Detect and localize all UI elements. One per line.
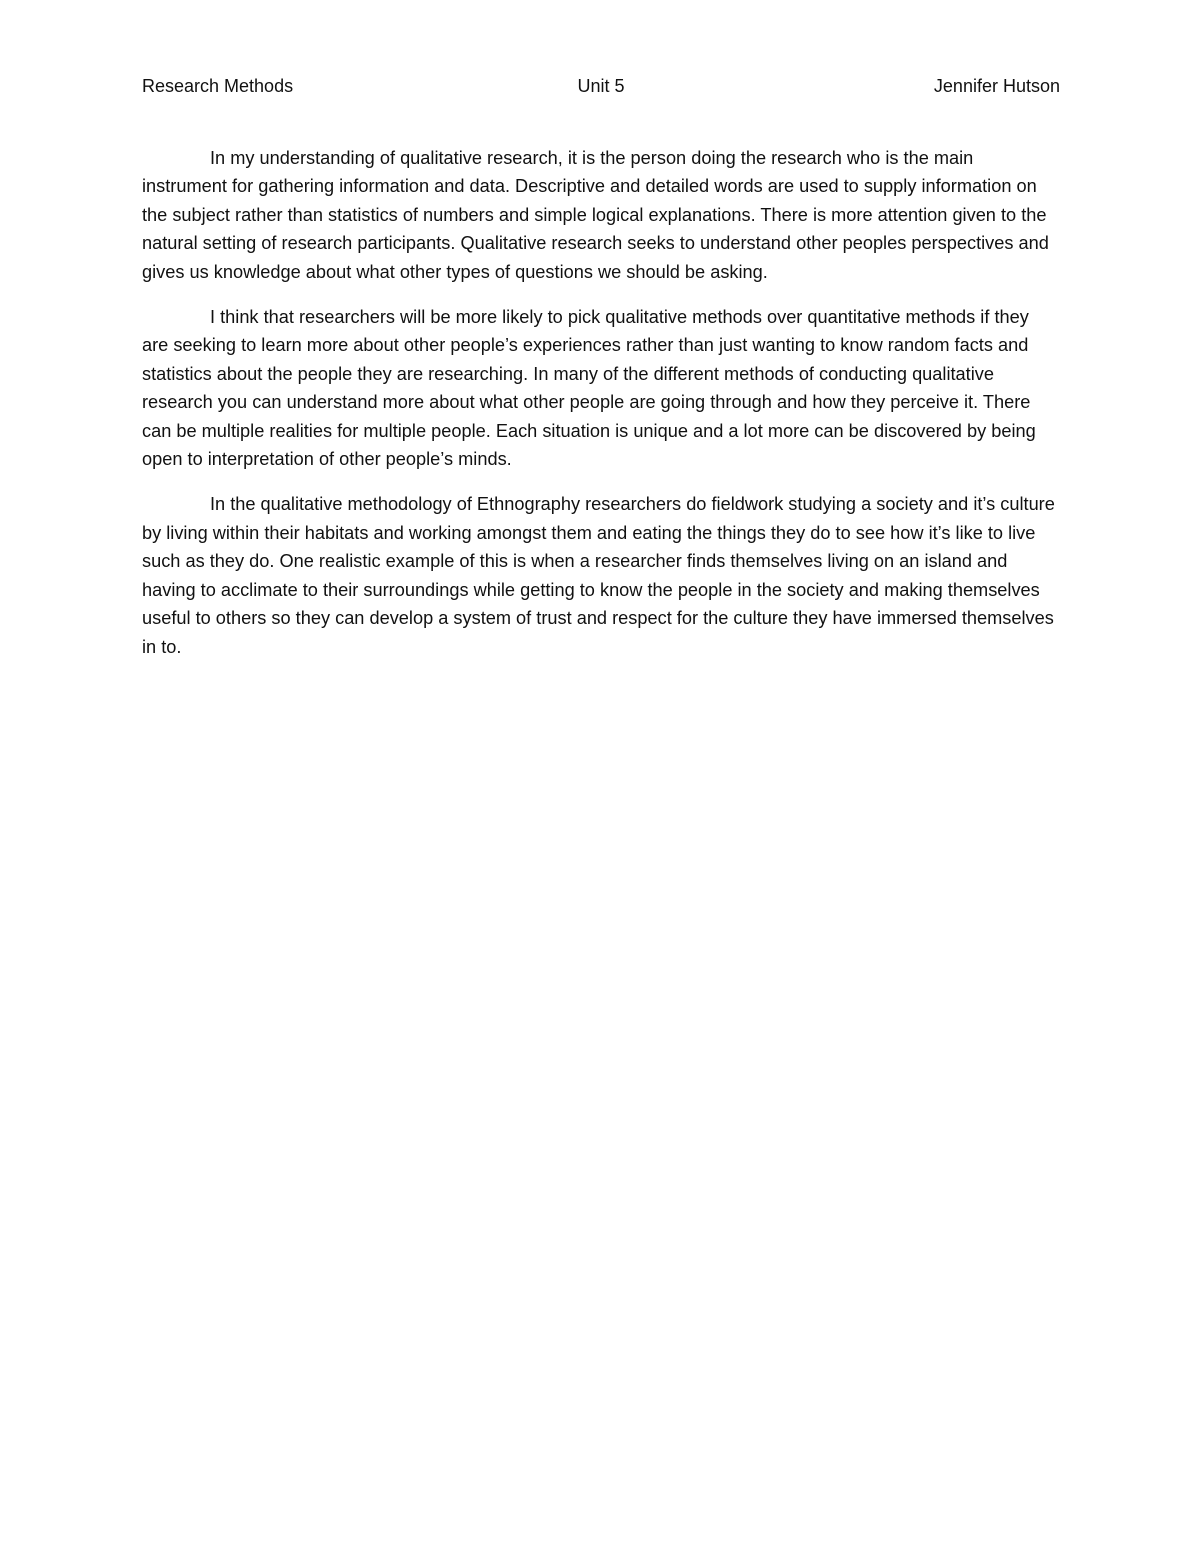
page-header xyxy=(142,74,1060,98)
paragraph-2: I think that researchers will be more likely to pick qualitative methods over quantitative methods if they are seeking to learn more about other people’s experiences rather than just wanting to know random facts and statistics about the people they are researching. In many of the different methods of conducting qualitative research you can understand more about what other people are going through and how they perceive it. There can be multiple realities for multiple people. Each situation is unique and a lot more can be discovered by being open to interpretation of other people’s minds. xyxy=(142,307,1036,470)
header-course-title: Research Methods xyxy=(142,76,294,96)
paragraph-1: In my understanding of qualitative research, it is the person doing the research who is the main instrument for gathering information and data. Descriptive and detailed words are used to supply information on the subject rather than statistics of numbers and simple logical explanations. There is more attention given to the natural setting of research participants. Qualitative research seeks to understand other peoples perspectives and gives us knowledge about what other types of questions we should be asking. xyxy=(142,148,1049,282)
header-author: Jennifer Hutson xyxy=(933,76,1060,96)
header-unit: Unit 5 xyxy=(577,76,625,96)
paragraph-3: In the qualitative methodology of Ethnography researchers do fieldwork studying a society and it’s culture by living within their habitats and working amongst them and eating the things they do to see how it’s like to live such as they do. One realistic example of this is when a researcher finds themselves living on an island and having to acclimate to their surroundings while getting to know the people in the society and making themselves useful to others so they can develop a system of trust and respect for the culture they have immersed themselves in to. xyxy=(142,494,1055,657)
document-body xyxy=(142,144,1060,678)
